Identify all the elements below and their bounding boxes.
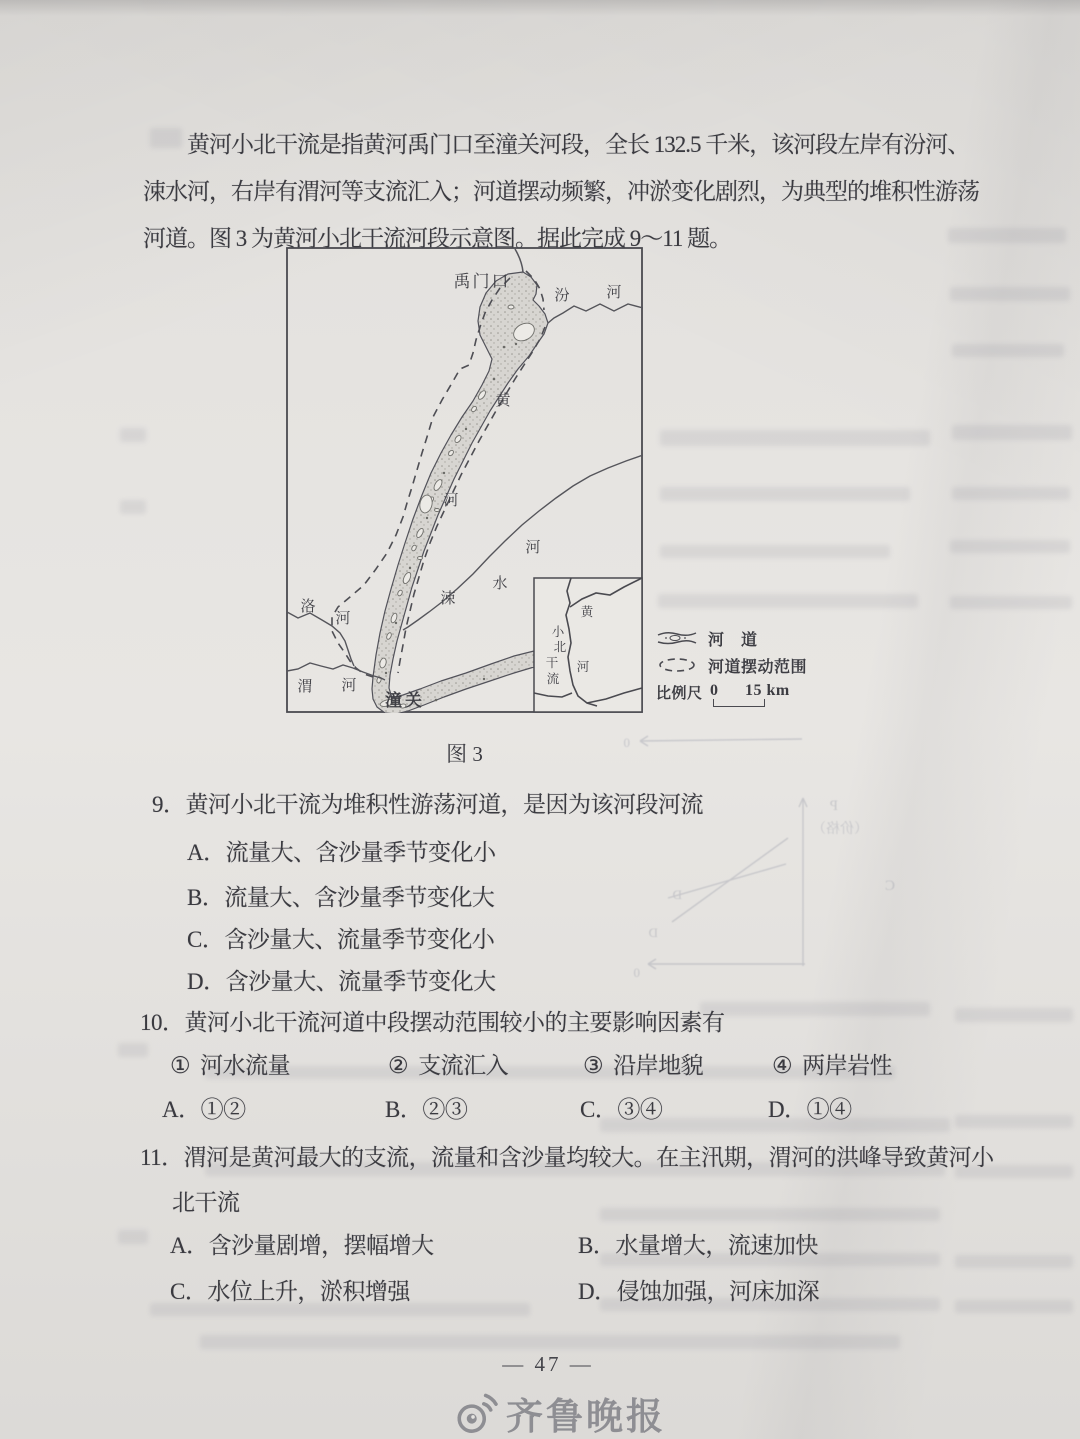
bleed-price-label: （价格） <box>812 822 868 837</box>
q9-option-b <box>187 879 494 912</box>
swing-range-symbol-icon <box>656 656 698 674</box>
bleedthrough-chart <box>590 715 1010 1015</box>
q10-item-4 <box>772 1047 892 1080</box>
map-legend <box>656 628 876 712</box>
q10-a-label: A． <box>162 1097 201 1122</box>
bleed-d1-label: D <box>672 887 682 902</box>
q10-b-text: ②③ <box>422 1097 468 1122</box>
map-label-wei-2: 河 <box>341 678 357 694</box>
q9-stem-text: 黄河小北干流为堆积性游荡河道，是因为该河段河流 <box>185 792 703 817</box>
q9-b-text: 流量大、含沙量季节变化大 <box>224 885 495 910</box>
inset-label-xbgl-1: 小 <box>551 625 565 639</box>
q9-a-text: 流量大、含沙量季节变化小 <box>225 840 496 865</box>
map-label-fen-1: 汾 <box>554 288 570 304</box>
q9-a-label: A． <box>187 840 226 865</box>
map-label-he: 河 <box>443 493 459 509</box>
bleed-p-label: P <box>829 798 838 814</box>
q11-c-text: 水位上升，淤积增强 <box>207 1279 410 1304</box>
q9-d-text: 含沙量大、流量季节变化大 <box>225 969 496 994</box>
q11-number: 11． <box>140 1145 184 1170</box>
legend-swing-label: 河道摆动范围 <box>708 658 808 676</box>
map-label-sushui-1: 涑 <box>440 591 456 607</box>
intro-line-1: 黄河小北干流是指黄河禹门口至潼关河段，全长 132.5 千米，该河段左岸有汾河、 <box>187 132 970 157</box>
q10-c-label: C． <box>580 1097 618 1122</box>
q10-item-1 <box>170 1047 290 1080</box>
map-label-yumenkou: 禹门口 <box>453 272 511 291</box>
q10-option-a <box>162 1091 246 1124</box>
q11-option-b <box>578 1227 818 1260</box>
figure-caption: 图 3 <box>446 742 483 766</box>
bleed-c-label: C <box>884 878 895 894</box>
intro-line-3: 河道。图 3 为黄河小北干流河段示意图。据此完成 9～11 题。 <box>143 226 732 251</box>
q9-option-d <box>187 963 496 996</box>
q11-d-label: D． <box>578 1279 617 1304</box>
legend-swing-row <box>656 655 876 675</box>
q10-a-text: ①② <box>200 1097 246 1122</box>
channel-symbol-icon <box>656 629 698 647</box>
map-label-sushui-2: 水 <box>492 576 508 592</box>
q9-c-label: C． <box>187 927 225 952</box>
q10-i1-text: 河水流量 <box>200 1053 291 1078</box>
q11-stem1-text: 渭河是黄河最大的支流，流量和含沙量均较大。在主汛期，渭河的洪峰导致黄河小 <box>183 1145 994 1170</box>
q11-a-label: A． <box>170 1233 209 1258</box>
watermark-text: 齐鲁晚报 <box>506 1396 666 1437</box>
q9-d-label: D． <box>187 969 226 994</box>
q10-i2-label: ② <box>388 1053 409 1078</box>
q11-b-label: B． <box>578 1233 616 1258</box>
q9-c-text: 含沙量大、流量季节变化小 <box>224 927 495 952</box>
q11-b-text: 水量增大，流速加快 <box>615 1233 818 1258</box>
scale-bar <box>713 699 765 707</box>
q10-number: 10． <box>140 1010 185 1035</box>
q11-a-text: 含沙量剧增，摆幅增大 <box>208 1233 434 1258</box>
inset-label-he: 河 <box>576 660 590 674</box>
map-label-luo-2: 河 <box>335 611 351 627</box>
map-label-wei-1: 渭 <box>297 679 313 695</box>
map-label-huang: 黄 <box>495 393 511 409</box>
weibo-icon <box>449 1386 503 1439</box>
q10-item-2 <box>388 1047 508 1080</box>
q10-i1-label: ① <box>170 1053 191 1078</box>
q10-item-3 <box>583 1047 703 1080</box>
inset-label-xbgl-2: 北 <box>553 640 567 654</box>
q10-option-b <box>385 1091 467 1124</box>
figure3-map <box>286 247 643 713</box>
q10-i3-label: ③ <box>583 1053 604 1078</box>
q10-d-text: ①④ <box>806 1097 852 1122</box>
scale-end: 15 km <box>745 682 790 699</box>
inset-label-xbgl-4: 流 <box>546 672 560 686</box>
question-11-stem-line1 <box>140 1139 994 1172</box>
fen-river-line <box>548 304 643 323</box>
q9-b-label: B． <box>187 885 225 910</box>
watermark <box>452 1386 666 1439</box>
legend-scale-row <box>656 682 876 712</box>
page-number: — 47 — <box>502 1352 594 1376</box>
bleed-zero-top: 0 <box>623 735 630 750</box>
map-label-sushui-3: 河 <box>525 540 541 556</box>
q11-d-text: 侵蚀加强，河床加深 <box>616 1279 820 1304</box>
legend-channel-row <box>656 628 876 648</box>
inset-label-huang: 黄 <box>580 605 594 619</box>
bleed-zero-axis: 0 <box>633 965 640 980</box>
q10-option-d <box>768 1091 852 1124</box>
river-entry-line <box>515 249 523 272</box>
q10-i2-text: 支流汇入 <box>418 1053 509 1078</box>
q11-option-d <box>578 1273 819 1306</box>
inset-label-xbgl-3: 干 <box>545 656 559 670</box>
map-label-luo-1: 洛 <box>300 599 316 615</box>
scale-label: 比例尺 <box>656 686 703 702</box>
map-label-tongguan: 潼关 <box>385 691 425 710</box>
q10-i3-text: 沿岸地貌 <box>613 1053 704 1078</box>
map-label-fen-2: 河 <box>606 285 622 301</box>
q10-b-label: B． <box>385 1097 423 1122</box>
intro-line-2: 涑水河，右岸有渭河等支流汇入；河道摆动频繁，冲淤变化剧烈，为典型的堆积性游荡 <box>143 179 979 204</box>
q11-c-label: C． <box>170 1279 208 1304</box>
q10-stem-text: 黄河小北干流河道中段摆动范围较小的主要影响因素有 <box>184 1010 725 1035</box>
legend-channel-label: 河 道 <box>708 631 758 649</box>
scale-zero: 0 <box>710 682 719 699</box>
q10-option-c <box>580 1091 662 1124</box>
q10-i4-label: ④ <box>772 1053 793 1078</box>
bleed-d2-label: D <box>648 925 658 940</box>
q11-option-a <box>170 1227 434 1260</box>
question-11-stem-line2: 北干流 <box>172 1190 240 1215</box>
wei-river-line <box>287 663 385 680</box>
q9-number: 9． <box>152 792 186 817</box>
question-9-stem <box>152 786 703 819</box>
q9-option-a <box>187 834 496 867</box>
q9-option-c <box>187 921 494 954</box>
q10-i4-text: 两岸岩性 <box>802 1053 893 1078</box>
q11-option-c <box>170 1273 410 1306</box>
question-10-stem <box>140 1004 725 1037</box>
q10-c-text: ③④ <box>617 1097 663 1122</box>
inset-map <box>534 578 642 712</box>
q10-d-label: D． <box>768 1097 807 1122</box>
